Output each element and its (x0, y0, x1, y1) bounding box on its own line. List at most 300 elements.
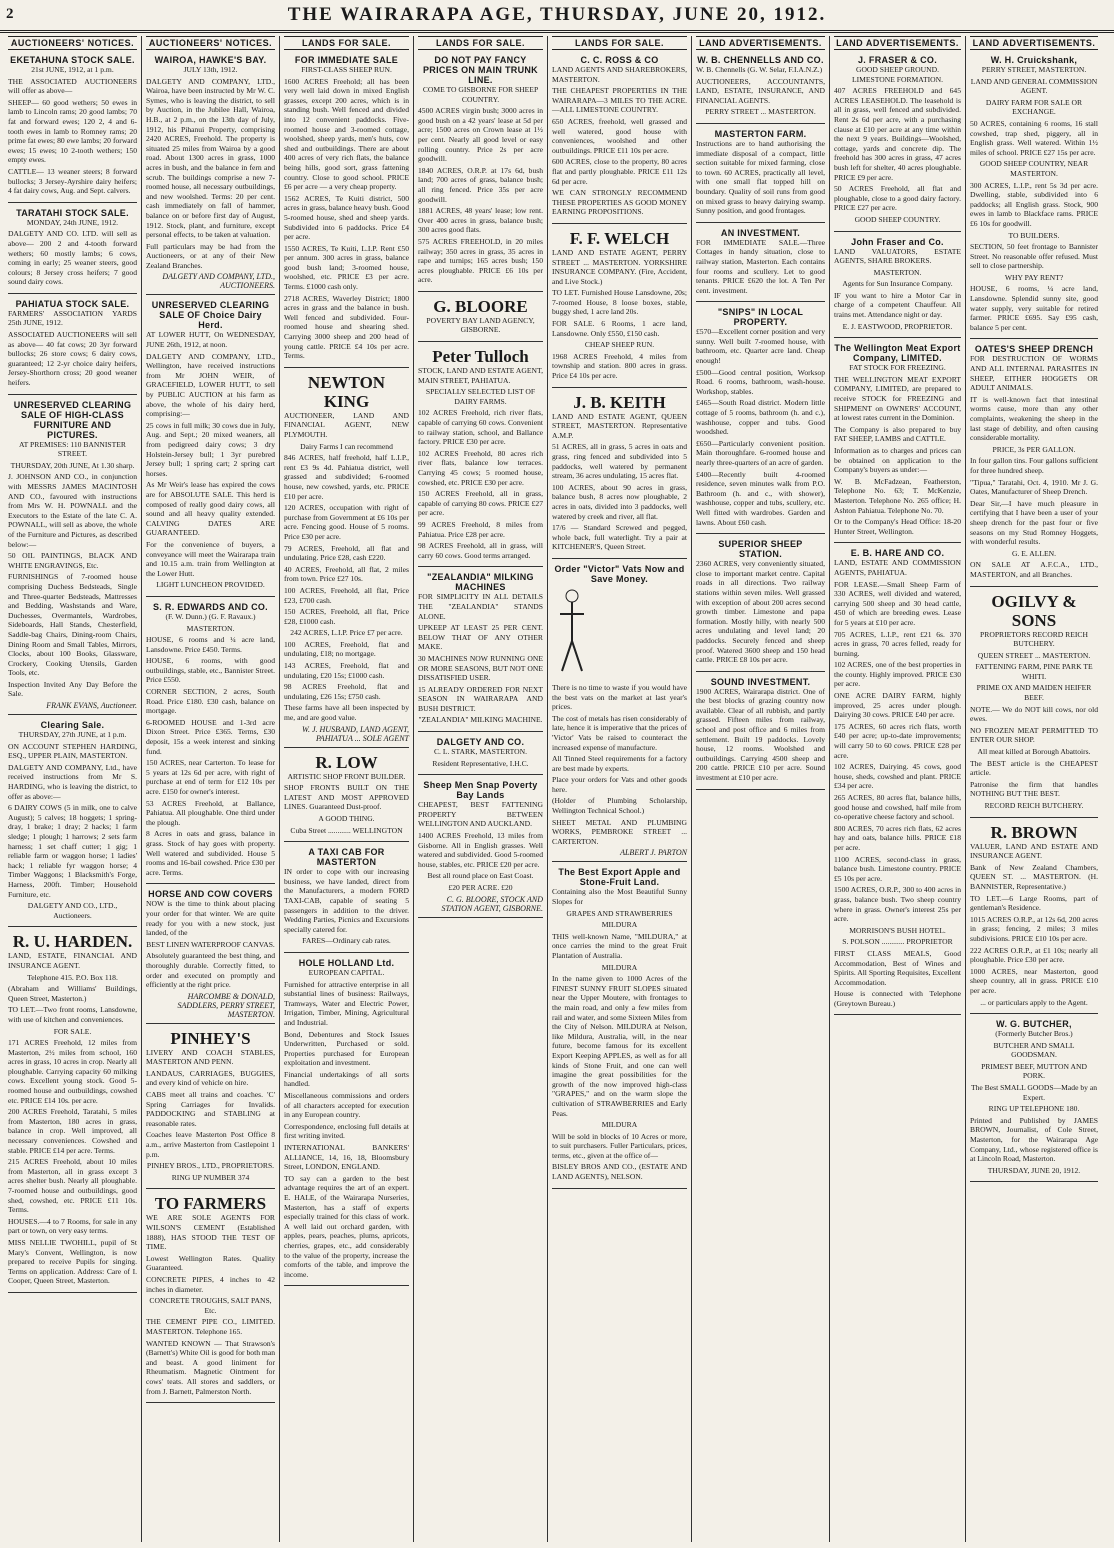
ad-text: 6-ROOMED HOUSE and 1-3rd acre Dixon Street. Price £365. Terms, £30 deposit, 15s a week interest and sinking fund. (146, 717, 275, 756)
ad-text: 242 ACRES, L.I.P. Price £7 per acre. (290, 628, 403, 638)
ad-text: J. JOHNSON AND CO., in conjunction with MESSRS JAMES MACINTOSH AND CO., favoured with instructions from Mrs W. H. POWNALL and the Executors to the Estate of the late C. A. POWNALL, will sell as above, the whole of the Furniture and Pictures, as described below:— (8, 472, 137, 549)
advertisement (696, 675, 825, 790)
ad-text: In four gallon tins. Four gallons sufficient for three hundred sheep. (970, 456, 1098, 475)
ad-text: FOR SALE. 6 Rooms, 1 acre land, Lansdowne. Only £550, £150 cash. (552, 319, 687, 338)
ad-text: AUCTIONEER, LAND AND FINANCIAL AGENT, NEW PLYMOUTH. (284, 410, 409, 439)
ad-text: TO say can a garden to the best advantage requires the art of an expert. E. HALE, of the Wairarapa Nurseries, Masterton, has a staff of experts especially trained for this class of work. A well laid out orchard garden, with apples, pears, peaches, plums, apricots, cherries, grapes, etc., add considerably to the value of the property, increase the comforts of the table, and improve the income. (284, 1173, 409, 1279)
ad-text: 100 ACRES, Freehold, flat and undulating, £18; no mortgage. (284, 639, 409, 659)
advertisement (284, 371, 409, 748)
column-header: LAND ADVERTISEMENTS. (696, 36, 825, 50)
ad-text: 2360 ACRES, very conveniently situated, close to important market centre. Capital roads in all directions. Two railway stations within seven miles. Well grassed with exception of about 200 acres second growth timber. Limestone and papa formation. Mostly hilly, with nearly 500 acres undulating and level land; 20 paddocks. Securely fenced and sheep proof. Watered 3600 sheep and 150 head cattle. PRICE £8 10s per acre. (696, 559, 825, 665)
ad-text: FOR IMMEDIATE SALE.—Three Cottages in handy situation, close to railway station, Masterton. Each contains four rooms and scullery. Let to good tenants. PRICE £620 the lot. A Ten Per cent. investment. (696, 237, 825, 295)
ad-text: 4500 ACRES virgin bush; 3000 acres in good bush on a 42 years' lease at 5d per acre; 1500 acres on Crown lease at 1½ per cent. Nearly all good level or easy rolling country. Price 2s per acre goodwill. (418, 106, 543, 164)
ad-text: PROPRIETORS RECORD REICH BUTCHERY. (980, 629, 1088, 649)
ad-text: HOUSE, 6 rooms, ¼ acre land, Lansdowne. Splendid sunny site, good water supply, very suitable for retired farmer. PRICE £695. Say £95 cash, balance 5 per cent. (970, 284, 1098, 332)
ad-text: JULY 13th, 1912. (183, 65, 238, 74)
ad-text: £400—Recently built 4-roomed residence, seven minutes walk from P.O. Bathroom (h. and c., with shower), washhouse, copper and tubs, scullery, etc. Well fitted with wardrobes. Garden and lawns. About £60 cash. (696, 469, 825, 527)
advertisement (8, 398, 137, 715)
advertisement (552, 227, 687, 388)
ad-body (284, 867, 409, 946)
ad-body (418, 747, 543, 768)
ad-text: PRIMEST BEEF, MUTTON AND PORK. (981, 1061, 1087, 1081)
advertisement (834, 53, 961, 232)
ad-text: GOOD SHEEP COUNTRY. (854, 214, 941, 224)
ad-signature: DALGETY AND COMPANY, LTD., AUCTIONEERS. (162, 272, 275, 291)
ad-heading: R. BROWN (990, 822, 1078, 842)
ad-text: The BEST article is the CHEAPEST article. (970, 758, 1098, 778)
ad-text: Resident Representative, I.H.C. (432, 758, 529, 768)
ad-heading: HOLE HOLLAND Ltd. (298, 957, 395, 968)
ad-body (284, 968, 409, 1279)
ad-text: LANDAUS, CARRIAGES, BUGGIES, and every kind of vehicle on hire. (146, 1068, 275, 1088)
ad-text: MILDURA (601, 920, 638, 930)
ad-text: (F. W. Dunn.) (G. F. Ravaux.) (165, 611, 256, 621)
ad-text: THE ASSOCIATED AUCTIONEERS will offer as above— (8, 76, 137, 96)
ad-text: 1968 ACRES Freehold, 4 miles from township and station. 800 acres in grass. Price £4 10s per acre. (552, 351, 687, 381)
ad-text: 102 ACRES, one of the best properties in the county. Highly improved. PRICE £30 per acre. (834, 660, 961, 689)
ad-heading: W. H. Cruickshank, (990, 55, 1078, 65)
ad-text: NO FROZEN MEAT PERMITTED TO ENTER OUR SHOP. (970, 725, 1098, 745)
ad-text: Correspondence, enclosing full details at first writing invited. (284, 1121, 409, 1141)
ad-text: 1000 ACRES, near Masterton, good sheep country, all in grass. PRICE £10 per acre. (970, 966, 1098, 995)
advertisement (8, 718, 137, 927)
ad-text: A GOOD THING. (318, 814, 375, 823)
ad-text: The Company is also prepared to buy FAT SHEEP, LAMBS and CATTLE. (834, 424, 961, 444)
ad-text: 143 ACRES, Freehold, flat and undulating, £20 15s; £1000 cash. (284, 661, 409, 680)
column-2 (142, 36, 280, 1542)
ad-heading: R. LOW (315, 752, 378, 772)
ad-body (8, 65, 137, 196)
ad-text: DALGETY AND COMPANY, Ltd., have received instructions from Mr S. HARDING, who is leaving the district, to offer as above:— (8, 762, 137, 801)
advertisement (552, 865, 687, 1188)
ad-text: 102 ACRES Freehold, rich river flats, capable of carrying 60 cows. Convenient to railway station, school, and Ballance factory. PRICE £30 per acre. (418, 408, 543, 447)
ad-body (8, 218, 137, 287)
ad-body (970, 1029, 1098, 1175)
ad-body (8, 309, 137, 388)
ad-text: STOCK, LAND AND ESTATE AGENT, MAIN STREET, PAHIATUA. (418, 366, 543, 385)
ad-text: 50 OIL PAINTINGS, BLACK AND WHITE ENGRAVINGS, Etc. (8, 551, 137, 570)
ad-heading: UNRESERVED CLEARING SALE OF Choice Dairy Herd. (151, 300, 270, 331)
ad-heading: Peter Tulloch (432, 347, 529, 367)
ad-body (696, 559, 825, 665)
ad-text: 575 ACRES FREEHOLD, in 20 miles railway; 350 acres in grass, 35 acres in rape and turnips; 165 acres bush; 150 acres ploughable. PRICE £6 10s per acre. (418, 236, 543, 285)
ad-text: Financial undertakings of all sorts handled. (284, 1069, 409, 1089)
ad-text: RING UP TELEPHONE 180. (988, 1104, 1080, 1114)
ad-heading: John Fraser and Co. (851, 236, 944, 247)
ad-text: WANTED KNOWN — That Strawson's (Barnett's) White Oil is good for both man and beast. A good liniment for Rheumatism. Magnetic Ointment for cows' teats. All stores and saddlers, or from J. Barnett, Palmerston North. (146, 1338, 275, 1396)
ad-body (418, 592, 543, 725)
ad-heading: FOR IMMEDIATE SALE (294, 55, 399, 65)
ad-body (552, 412, 687, 552)
ad-body (418, 366, 543, 560)
ad-text: 1600 ACRES Freehold; all has been very well laid down in mixed English grasses, except 200 acres, which is in standing bush. Well fenced and divided into 12 convenient paddocks. Five-roomed house and 3-roomed cottage, woolshed, sheep yards, men's huts, cow shed and outbuildings. There are about 400 acres of very rich flats, the balance being hills, good sort, grass fattening country. Close to good school. PRICE £6 per acre — a very cheap property. (284, 76, 409, 192)
ad-text: 8 Acres in oats and grass, balance in grass. Stock of hay goes with property. Well watered and subdivided. House 5 rooms and 16-bail cowshed. Price £30 per acre. Terms. (146, 829, 275, 877)
ad-text: FOR SIMPLICITY IN ALL DETAILS THE "ZEALANDIA" STANDS ALONE. (418, 592, 543, 621)
ad-text: PRIME OX AND MAIDEN HEIFER BEEF. (976, 683, 1092, 703)
ad-text: TO LET. Furnished House Lansdowne, 20s; 7-roomed House, 8 loose boxes, stable, buggy shed, 1 acre land 20s. (552, 288, 687, 317)
ad-text: 1100 ACRES, second-class in grass, balance bush. Limestone country. PRICE £5 10s per acre. (834, 854, 961, 883)
ad-body (552, 65, 687, 217)
ad-text: 200 ACRES Freehold, Taratahi, 5 miles from Masterton, 180 acres in grass, balance in crop. Well improved, all necessary conveniences. Cowshed and stable. PRICE £14 per acre. Terms. (8, 1107, 137, 1155)
ad-text: RECORD REICH BUTCHERY. (984, 801, 1084, 810)
ad-body (552, 248, 687, 381)
ad-text: THURSDAY, 20th JUNE, At 1.30 sharp. (10, 460, 135, 470)
ad-text: 15 ALREADY ORDERED FOR NEXT SEASON IN WAIRARAPA AND BUSH DISTRICT. (418, 684, 543, 713)
ad-heading: W. G. BUTCHER, (996, 1019, 1072, 1030)
ad-text: FIRST CLASS MEALS, Good Accommodation, Best of Wines and Spirits. All Sporting Requisites, Excellent Accommodation. (834, 948, 961, 987)
ad-text: GRAPES AND STRAWBERRIES (566, 908, 673, 918)
ad-text: DALGETY AND COMPANY, LTD., Wellington, have received instructions from Mr JOHN WEIR, of GRACEFIELD, LOWER HUTT, to sell by PUBLIC AUCTION at his farm as above, the whole of his dairy herd, comprising:— (146, 351, 275, 419)
ad-heading: W. B. CHENNELLS AND CO. (697, 55, 824, 65)
ad-body (970, 842, 1098, 1008)
newspaper-title: THE WAIRARAPA AGE, THURSDAY, JUNE 20, 1912. (287, 4, 827, 25)
ad-text: THE CHEAPEST PROPERTIES IN THE WAIRARAPA—3 MILES TO THE ACRE.—ALL LIMESTONE COUNTRY. (552, 86, 687, 115)
ad-signature: FRANK EVANS, Auctioneer. (46, 701, 137, 711)
ad-text: FARMERS' ASSOCIATION YARDS 25th JUNE, 1912. (8, 308, 137, 328)
ad-text: CHEAP SHEEP RUN. (584, 340, 655, 350)
ad-text: PERRY STREET, MASTERTON. (981, 65, 1087, 74)
ad-text: EUROPEAN CAPITAL. (308, 967, 385, 977)
ad-text: LAND, ESTATE AND COMMISSION AGENTS, PAHIATUA. (834, 558, 961, 577)
ad-body (834, 558, 961, 1008)
ad-text: £20 PER ACRE. £20 (448, 883, 513, 892)
masthead (0, 4, 1114, 33)
ad-body (146, 1048, 275, 1183)
ad-body (834, 363, 961, 536)
ad-text: 30 MACHINES NOW RUNNING ONE OR MORE SEASONS, BUT NOT ONE DISSATISFIED USER. (418, 653, 543, 683)
ad-text: CATTLE— 13 weaner steers; 8 forward bullocks; 3 Jersey-Ayrshire dairy heifers; 4 fat dairy cows, Aug. and Sept. calvers. (8, 166, 137, 196)
ad-heading: "SNIPS" IN LOCAL PROPERTY. (717, 307, 804, 328)
ad-heading: E. B. HARE AND CO. (850, 548, 945, 559)
ad-text: 300 ACRES, L.I.P., rent 5s 3d per acre. Dwelling, stable, subdivided into 6 paddocks; all English grass. Stock, 900 ewes in lamb to Blackface rams. PRICE £6 10s for goodwill. (970, 180, 1098, 228)
ad-text: 222 ACRES O.R.P., at £1 10s; nearly all ploughable. Price £30 per acre. (970, 945, 1098, 965)
ad-text: RING UP NUMBER 374 (171, 1172, 250, 1182)
ad-text: FIRST-CLASS SHEEP RUN. (301, 65, 392, 74)
ad-body (146, 899, 275, 989)
ad-text: THURSDAY, 27th JUNE, at 1 p.m. (18, 730, 127, 740)
ad-text: 407 ACRES FREEHOLD and 645 ACRES LEASEHOLD. The leasehold is all in grass, well fenced and subdivided. Rent 2s 6d per acre, with a purchasing clause at £10 per acre at any time within the next 9 years. Buildings—Woolshed, cottage, yards and concrete dip. The freehold has 300 acres in grass, 47 acres bush left for shelter, 40 acres ploughable. PRICE £9 per acre. (834, 86, 961, 182)
ad-text: The Best SMALL GOODS—Made by an Expert. (970, 1083, 1098, 1102)
ad-text: Best all round place on East Coast. (427, 871, 534, 881)
ad-text: 600 ACRES, close to the property, 80 acres flat and partly ploughable. PRICE £11 12s 6d per acre. (552, 157, 687, 186)
ad-text: FOR SALE. (53, 1026, 92, 1036)
ad-text: ON ACCOUNT STEPHEN HARDING, ESQ., UPPER PLAIN, MASTERTON. (8, 741, 137, 761)
advertisement (418, 345, 543, 567)
ad-text: DALGETY AND COMPANY, LTD., Wairoa, have been instructed by Mr W. C. Symes, who is leaving the district, to sell by Auction, in the Jubilee Hall, Wairoa, H.B., at 2 p.m., on the 13th day of July, 1912, his Pihanui Property, comprising 2420 ACRES, Freehold. The property is situated 25 miles from Wairoa by a good road. About 1300 acres in grass, 1000 acres in bush, and the balance in fern and scrub. The buildings comprise a new 7-roomed house, all necessary outbuildings, and new woolshed. Terms: 20 per cent. cash immediately on fall of hammer, balance on or before first day of August, 1912. Stock, plant, and furniture, except personal effects, to be taken at valuation. (146, 76, 275, 240)
ad-heading: OGILVY & SONS (991, 591, 1077, 630)
ad-body (8, 440, 137, 699)
ad-text: BUTCHER AND SMALL GOODSMAN. (993, 1040, 1075, 1060)
ad-heading: DO NOT PAY FANCY PRICES ON MAIN TRUNK LINE. (422, 55, 538, 85)
ad-text: MASTERTON. (873, 267, 922, 277)
advertisement (696, 305, 825, 534)
ad-text: (Holder of Plumbing Scholarship, Wellington Technical School.) (552, 796, 687, 816)
ad-text: IN order to cope with our increasing business, we have landed, direct from the Manufacturers, a modern FORD TAXI-CAB, capable of seating 5 passengers in addition to the driver. Wedding Parties, Picnics and Excursions specially catered for. (284, 867, 409, 934)
ad-text: 150 ACRES Freehold, all in grass, capable of carrying 80 cows. PRICE £27 per acre. (418, 489, 543, 518)
ad-text: LAND AND GENERAL COMMISSION AGENT. (970, 76, 1098, 96)
ad-text: 98 ACRES Freehold, all in grass, will carry 60 cows. Good terms arranged. (418, 541, 543, 560)
ad-text: Telephone 415. P.O. Box 118. (27, 972, 118, 982)
ad-text: SECTION, 50 feet frontage to Bannister Street. No reasonable offer refused. Must sell to close partnership. (970, 242, 1098, 271)
advertisement (284, 845, 409, 953)
ad-text: WHY PAY RENT? (1004, 272, 1064, 282)
ad-signature: HARCOMBE & DONALD, SADDLERS, PERRY STREET, MASTERTON. (177, 991, 275, 1019)
ad-text: 215 ACRES Freehold, about 10 miles from Masterton, all in grass except 3 acres shelter bush. Nearly all ploughable. 7-roomed house and outbuildings, good shed, cowshed, etc. PRICE £11 10s. Terms. (8, 1157, 137, 1215)
ad-text: £570—Excellent corner position and very sunny. Well built 7-roomed house, with bathroom, etc. Quarter acre land. Cheap enough! (696, 327, 825, 366)
ad-text: 102 ACRES Freehold, 80 acres rich river flats, balance low terraces. Carrying 45 cows; 5 roomed house, cowshed, etc. PRICE £30 per acre. (418, 448, 543, 487)
advertisement (284, 751, 409, 843)
ad-text: NOTE.— We do NOT kill cows, nor old ewes. (970, 704, 1098, 724)
ad-text: PINHEY BROS., LTD., PROPRIETORS. (146, 1161, 275, 1171)
column-header: AUCTIONEERS' NOTICES. (8, 36, 137, 50)
ad-text: CORNER SECTION, 2 acres, South Road. Price £180. £30 cash, balance on mortgage. (146, 687, 275, 716)
ad-text: FURNISHINGS of 7-roomed house comprising Duchess Bedsteads, Single and Three-quarter Bedsteads, Mattresses and Bedding, Washstands and Ware, Duchesses, Overmantels, Wardrobes, Sideboards, Hall Stands, Chesterfield, Saddle-bag Chairs, Dining-room Chairs, Dining Room and Small Tables, Mirrors, Clocks, about 100 Books, Glassware, Crockery, Cooking Utensils, Garden Tools, etc. (8, 572, 137, 678)
advertisement (696, 127, 825, 223)
ad-text: MASTERTON. (186, 623, 235, 633)
ad-body (970, 65, 1098, 332)
advertisement (696, 226, 825, 303)
ad-text: E. J. EASTWOOD, PROPRIETOR. (842, 321, 953, 331)
ad-heading: F. F. WELCH (569, 228, 670, 248)
ad-text: 2718 ACRES, Waverley District; 1800 acres in grass and the balance in bush. Well fenced and subdivided. Four-roomed house and shearing shed. Carrying 3000 sheep and 200 head of young cattle. PRICE £4 10s per acre. Terms. (284, 293, 409, 361)
ad-text: LAND AND ESTATE AGENT, QUEEN STREET, MASTERTON. Representative A.M.P. (552, 411, 687, 440)
advertisement (552, 53, 687, 224)
ad-body (552, 887, 687, 1181)
ad-signature: W. J. HUSBAND, LAND AGENT, PAHIATUA ... SOLE AGENT (302, 724, 409, 743)
ad-text: MILDURA (601, 1120, 638, 1130)
column-header: LANDS FOR SALE. (284, 36, 409, 50)
advertisement (146, 887, 275, 1023)
ad-text: In the name given to 1000 Acres of the FINEST SUNNY FRUIT SLOPES situated near the Upper Moutere, with frontages to the main road, and only a few miles from rail and water, and some Sixteen Miles from the City of Nelson. MILDURA at Nelson, like Mildura, Australia, will, in the near future, become famous for its excellent Export Keeping APPLES, as well as for all kinds of Stone Fruit, and one can well imagine the great possibilities for the growth of the now improved high-class "GRAPES," and on the warm slope the cultivation of STRAWBERRIES and Early Peas. (552, 974, 687, 1118)
ad-body (146, 330, 275, 589)
ad-text: NOW is the time to think about placing your order for that winter. We are quite ready for you with a new stock, just landed, of the (146, 899, 275, 938)
ad-text: MILDURA (601, 962, 638, 972)
ad-text: 40 ACRES, Freehold, all flat, 2 miles from town. Price £27 10s. (284, 564, 409, 584)
ad-text: For the convenience of buyers, a conveyance will meet the Wairarapa train and 10.15 a.m. train from Wellington at the Lower Hutt. (146, 539, 275, 578)
ad-text: FOR DESTRUCTION OF WORMS AND ALL INTERNAL PARASITES IN SHEEP, EITHER HOGGETS OR ADULT ANIMALS. (970, 354, 1098, 393)
ad-heading: The Best Export Apple and Stone-Fruit Land. (558, 867, 681, 888)
column-3 (280, 36, 414, 1542)
ad-text: COME TO GISBORNE FOR SHEEP COUNTRY. (422, 85, 539, 104)
ad-text: ... or particulars apply to the Agent. (980, 997, 1088, 1007)
ad-text: QUEEN STREET ... MASTERTON. (977, 650, 1091, 660)
ad-text: SHEEP— 60 good wethers; 50 ewes in lamb to Lincoln rams; 20 good lambs; 70 fat and forward ewes; 120 2, 4 and 6-tooth ewes in lamb to Romney rams; 20 prime fat ewes; 80 ewe lambs; 20 forward ewes; 15 ewes; 10 2-tooth wethers; 150 empty ewes. (8, 97, 137, 165)
ad-text: 800 ACRES, 70 acres rich flats, 62 acres hay and oats, balance hills. PRICE £18 per acre. (834, 823, 961, 852)
ad-text: LIVERY AND COACH STABLES, MASTERTON AND PENN. (146, 1047, 275, 1067)
ad-text: HOUSES.—4 to 7 Rooms, for sale in any part or town, on very easy terms. (8, 1216, 137, 1236)
ad-text: AUCTIONEERS, ACCOUNTANTS, LAND, ESTATE, INSURANCE, AND FINANCIAL AGENTS. (696, 76, 825, 105)
ad-text: Inspection Invited Any Day Before the Sale. (8, 679, 137, 699)
ad-text: Information as to charges and prices can be obtained on application to the Company's buyers as under:— (834, 446, 961, 475)
ad-heading: TARATAHI STOCK SALE. (16, 207, 129, 218)
ad-text: 50 ACRES, containing 6 rooms, 16 stall cowshed, trap shed, piggery, all in English grass. Well watered. Within 1½ miles of school. PRICE £27 15s per acre. (970, 118, 1098, 157)
ad-text: Coaches leave Masterton Post Office 8 a.m., arrive Masterton from Castlepoint 1 p.m. (146, 1130, 275, 1159)
ad-heading: Clearing Sale. (40, 720, 105, 731)
column-header: AUCTIONEERS' NOTICES. (146, 36, 275, 50)
ad-text: Printed and Published by JAMES BROWN, Journalist, of Cole Street, Masterton, for the Wairarapa Age Company, Ltd., whose registered office is at Lincoln Road, Masterton. (970, 1115, 1098, 1164)
ad-text: Bond, Debentures and Stock Issues Underwritten, Purchased or sold. Properties purchased for European exploitation and investment. (284, 1029, 409, 1068)
ad-body (834, 247, 961, 332)
ad-body (696, 139, 825, 216)
ad-heading: SOUND INVESTMENT. (710, 676, 811, 687)
ad-text: MONDAY, 24th JUNE, 1912. (26, 217, 119, 227)
column-6 (692, 36, 830, 1542)
ad-text: 99 ACRES Freehold, 8 miles from Pahiatua. Price £28 per acre. (418, 519, 543, 539)
ad-text: TO BUILDERS. (1008, 230, 1060, 240)
ad-text: DAIRY FARM FOR SALE OR EXCHANGE. (985, 97, 1083, 117)
ad-text: 175 ACRES, 60 acres rich flats, worth £40 per acre; up-to-date improvements; will carry 50 to 60 cows. PRICE £28 per acre. (834, 721, 961, 760)
ad-body (284, 411, 409, 723)
ad-heading: G. BLOORE (433, 296, 528, 316)
ad-text: SPECIALLY SELECTED LIST OF DAIRY FARMS. (425, 387, 536, 406)
ad-text: The cost of metals has risen considerably of late, hence it is imperative that the prices of 'Victor' Vats be raised to counteract the increased expense of manufacture. (552, 713, 687, 752)
ad-text: CONCRETE PIPES, 4 inches to 42 inches in diameter. (146, 1274, 275, 1294)
column-1 (4, 36, 142, 1542)
ad-text: LAND AGENTS AND SHAREBROKERS, MASTERTON. (552, 65, 687, 84)
ad-heading: PAHIATUA STOCK SALE. (15, 298, 130, 309)
ad-body (8, 730, 137, 920)
advertisement (146, 53, 275, 295)
ad-text: Full particulars may be had from the Auctioneers, or at any of their New Zealand Branches. (146, 241, 275, 270)
ad-heading: NEWTON KING (307, 372, 386, 411)
ad-heading: "ZEALANDIA" MILKING MACHINES (427, 572, 534, 593)
ad-text: PERRY STREET ... MASTERTON. (705, 107, 816, 117)
ad-heading: C. C. ROSS & CO (580, 55, 659, 65)
ad-text: 1840 ACRES, O.R.P. at 17s 6d, bush land; 700 acres of grass, balance bush; all ring fenced. Price 35s per acre goodwill. (418, 165, 543, 204)
ad-heading: J. FRASER & CO. (857, 55, 937, 65)
ad-body (696, 687, 825, 783)
ad-text: Bank of New Zealand Chambers, QUEEN ST. ... MASTERTON. (H. BANNISTER, Representative.) (970, 862, 1098, 891)
ad-text: House is connected with Telephone (Greytown Bureau.) (834, 989, 961, 1008)
advertisement (418, 53, 543, 292)
ad-text: "Tipua," Taratahi, Oct. 4, 1910. Mr J. G. Oates, Manufacturer of Sheep Drench. (970, 477, 1098, 497)
advertisement (970, 342, 1098, 586)
ad-text: All meat killed at Borough Abattoirs. (977, 747, 1091, 757)
ad-text: HOUSE, 6 rooms, with good outbuildings, stable, etc., Bannister Street. Price £550. (146, 656, 275, 685)
advertisement (146, 298, 275, 596)
ad-text: HOUSE, 6 rooms and ¼ acre land, Lansdowne. Price £450. Terms. (146, 635, 275, 654)
advertisement (696, 537, 825, 672)
ad-text: "ZEALANDIA" MILKING MACHINE. (418, 715, 543, 725)
ad-heading: A TAXI CAB FOR MASTERTON (308, 847, 385, 868)
ad-heading: PINHEY'S (170, 1028, 251, 1048)
ad-text: £465—South Road district. Modern little cottage of 5 rooms, bathroom (h. and c.), washhouse, copper and tubs. Good woodshed. (696, 398, 825, 437)
ad-text: ON SALE AT A.F.C.A., LTD., MASTERTON, and all Branches. (970, 560, 1098, 579)
advertisement (418, 295, 543, 342)
ad-text: 1550 ACRES, Te Kuiti, L.I.P. Rent £50 per annum. 300 acres in grass, balance good bush land; 3-roomed house, woolshed, etc. PRICE £3 per acre. Terms. £1000 cash only. (284, 243, 409, 292)
advertisement (834, 235, 961, 339)
ad-text: (Formerly Butcher Bros.) (995, 1029, 1073, 1039)
ad-text: DALGETY AND CO. LTD. will sell as above— 200 2 and 4-tooth forward wethers; 60 mostly lambs; 6 cows, coming in early; 25 weaner steers, good colours; 8 Jersey cross heifers; 7 good sound dairy cows. (8, 229, 137, 287)
ad-text: TO LET.—Two front rooms, Lansdowne, with use of kitchen and conveniences. (8, 1005, 137, 1024)
ad-text: GOOD SHEEP COUNTRY, NEAR MASTERTON. (979, 159, 1089, 178)
ad-text: LIGHT LUNCHEON PROVIDED. (156, 580, 265, 590)
ad-text: 98 ACRES Freehold, flat and undulating, £26 15s; £750 cash. (284, 682, 409, 701)
ad-text: 120 ACRES, occupation with right of purchase from Government at £6 10s per acre. Fencing good. House of 5 rooms. Price £30 per acre. (284, 503, 409, 541)
ad-text: 705 ACRES, L.I.P., rent £21 6s. 370 acres in grass, 70 acres felled, ready for burning. (834, 629, 961, 658)
ad-text: DALGETY AND CO., LTD., Auctioneers. (27, 901, 118, 920)
ad-heading: J. B. KEITH (573, 392, 666, 412)
ad-body (696, 238, 825, 296)
victor-vat-figure-icon (552, 586, 592, 676)
ad-text: 1900 ACRES, Wairarapa district. One of the best blocks of grazing country now available. Clear of all rubbish, and partly grassed. Fifteen miles from railway, school and post office and 6 miles from settlement. Built 19 paddocks. Lovely house, 12 rooms. Woolshed and outbuildings. Carrying 4500 sheep and 200 cattle. PRICE £10 per acre. Sound investment at £10 per acre. (696, 686, 825, 783)
column-5 (548, 36, 692, 1542)
advertisement (970, 590, 1098, 818)
ad-text: Cuba Street ............ WELLINGTON (290, 825, 403, 835)
ad-text: FATTENING FARM, PINE PARK TE WHITI. (975, 662, 1093, 681)
ad-body (146, 612, 275, 877)
ad-text: ARTISTIC SHOP FRONT BUILDER. (287, 771, 406, 781)
ad-text: THE CEMENT PIPE CO., LIMITED. MASTERTON. Telephone 165. (146, 1317, 275, 1336)
ad-text: (Abraham and Williams' Buildings, Queen Street, Masterton.) (8, 984, 137, 1003)
ad-text: Instructions are to hand authorising the immediate disposal of a compact, little section suitable for mixed farming, close to town. 60 ACRES, practically all level, with one small flat topped hill on boundary. Quality of soil runs from good on mixed grass to heavy dairying swamp. Sunny position, and good frontages. (696, 138, 825, 216)
ad-text: These farms have all been inspected by me, and are good value. (284, 703, 409, 723)
ad-text: 100 ACRES, about 90 acres in grass, balance bush, 8 acres now ploughable, 2 acres in oats, divided into 3 paddocks, well watered by creek and river, all flat. (552, 482, 687, 521)
ad-text: 1881 ACRES, 48 years' lease; low rent. Over 400 acres in grass, balance bush; 300 acres good flats. (418, 206, 543, 235)
ad-text: UPKEEP AT LEAST 25 PER CENT. BELOW THAT OF ANY OTHER MAKE. (418, 623, 543, 652)
ad-text: 25 cows in full milk; 30 cows due in July, Aug. and Sept.; 20 mixed weaners, all from pedigreed dairy cows; 3 dry Holstein-Jersey bull; 1 3yr purebred Jersey bull; 1 spring cart; 2 spring cart horses. (146, 420, 275, 478)
ad-body (418, 800, 543, 892)
ad-body (970, 630, 1098, 811)
ad-text: CONCRETE TROUGHS, SALT PANS, Etc. (149, 1296, 272, 1315)
advertisement (552, 391, 687, 559)
advertisement (418, 570, 543, 732)
ad-text: AT LOWER HUTT, On WEDNESDAY, JUNE 26th, 1912, at noon. (146, 330, 275, 350)
advertisement (970, 1017, 1098, 1182)
advertisement (146, 1192, 275, 1403)
ad-body (834, 65, 961, 225)
ad-text: SHOP FRONTS BUILT ON THE LATEST AND MOST APPROVED LINES. Guaranteed Dust-proof. (284, 783, 409, 812)
ad-text: 79 ACRES, Freehold, all flat and undulating. Price £28, cash £220. (284, 543, 409, 563)
ad-text: FARES—Ordinary cab rates. (302, 936, 391, 946)
ad-text: THE WELLINGTON MEAT EXPORT COMPANY, LIMITED, are prepared to receive STOCK for FREEZING and SHIPMENT on OWNERS' ACCOUNT, at lowest rates current in the Dominion. (834, 374, 961, 423)
ad-text: THURSDAY, JUNE 20, 1912. (987, 1165, 1081, 1175)
ad-heading: MASTERTON FARM. (714, 128, 807, 139)
ad-text: PRICE, 3s PER GALLON. (992, 444, 1076, 454)
ad-body (696, 65, 825, 117)
ad-text: VALUER, LAND AND ESTATE AND INSURANCE AGENT. (970, 841, 1098, 861)
ad-text: Miscellaneous commissions and orders of all characters accepted for execution in any European country. (284, 1091, 409, 1120)
ad-text: LAND AND ESTATE AGENT, PERRY STREET ... MASTERTON. YORKSHIRE INSURANCE COMPANY. (Fire, Accident, and Live Stock.) (552, 247, 687, 286)
ad-heading: OATES'S SHEEP DRENCH (974, 344, 1094, 355)
ad-text: Containing also the Most Beautiful Sunny Slopes for (552, 887, 687, 907)
ad-text: GOOD SHEEP GROUND. LIMESTONE FORMATION. (852, 65, 943, 84)
advertisement (552, 562, 687, 863)
advertisement (284, 956, 409, 1286)
ad-text: £500—Good central position, Worksop Road. 6 rooms, bathroom, wash-house. Workshop, stables. (696, 367, 825, 396)
ad-text: G. E. ALLEN. (1011, 548, 1057, 558)
ad-text: 1562 ACRES, Te Kuiti district, 500 acres in grass, balance heavy bush. Good 5-roomed house, shed and sheep yards. Subdivided into 6 paddocks. Price £4 per acre. (284, 193, 409, 242)
ad-text: FAT STOCK FOR FREEZING. (849, 363, 946, 373)
ad-text: INTERNATIONAL BANKERS' ALLIANCE, 14, 16, 18, Bloomsbury Street, LONDON, ENGLAND. (284, 1143, 409, 1172)
ad-body (146, 1213, 275, 1396)
ad-text: 171 ACRES Freehold, 12 miles from Masterton, 2½ miles from school, 160 acres in grass, 10 acres in crop. Nearly all ploughable. Carrying capacity 60 milking cows. Excellent young stock. Good 5-roomed house and outbuildings, cowshed etc. PRICE £14 10s. per acre. (8, 1038, 137, 1105)
ad-body (970, 354, 1098, 579)
ad-body (284, 772, 409, 836)
ad-text: 1400 ACRES Freehold, 13 miles from Gisborne. All in English grasses. Well watered and subdivided. Good 5-roomed house, stables, etc. PRICE £20 per acre. (418, 831, 543, 869)
advertisement (8, 53, 137, 203)
advertisement (418, 735, 543, 775)
ad-text: 53 ACRES Freehold, at Ballance, Pahiatua. All ploughable. One third under the plough. (146, 798, 275, 827)
ad-heading: WAIROA, HAWKE'S BAY. (154, 55, 267, 65)
ad-body (8, 951, 137, 1286)
ad-body (552, 683, 687, 847)
advertisement (970, 821, 1098, 1015)
ad-heading: SUPERIOR SHEEP STATION. (718, 539, 803, 560)
advertisement (284, 53, 409, 368)
ad-text: £650—Particularly convenient position. Main thoroughfare. 6-roomed house and nearly three-quarters of an acre of garden. (696, 438, 825, 467)
ad-text: MISS NELLIE TWOHILL, pupil of St Mary's Convent, Wellington, is now prepared to receive Pupils for singing. Terms on application. Address: Care of I. Cooper, Queen Street, Masterton. (8, 1237, 137, 1286)
